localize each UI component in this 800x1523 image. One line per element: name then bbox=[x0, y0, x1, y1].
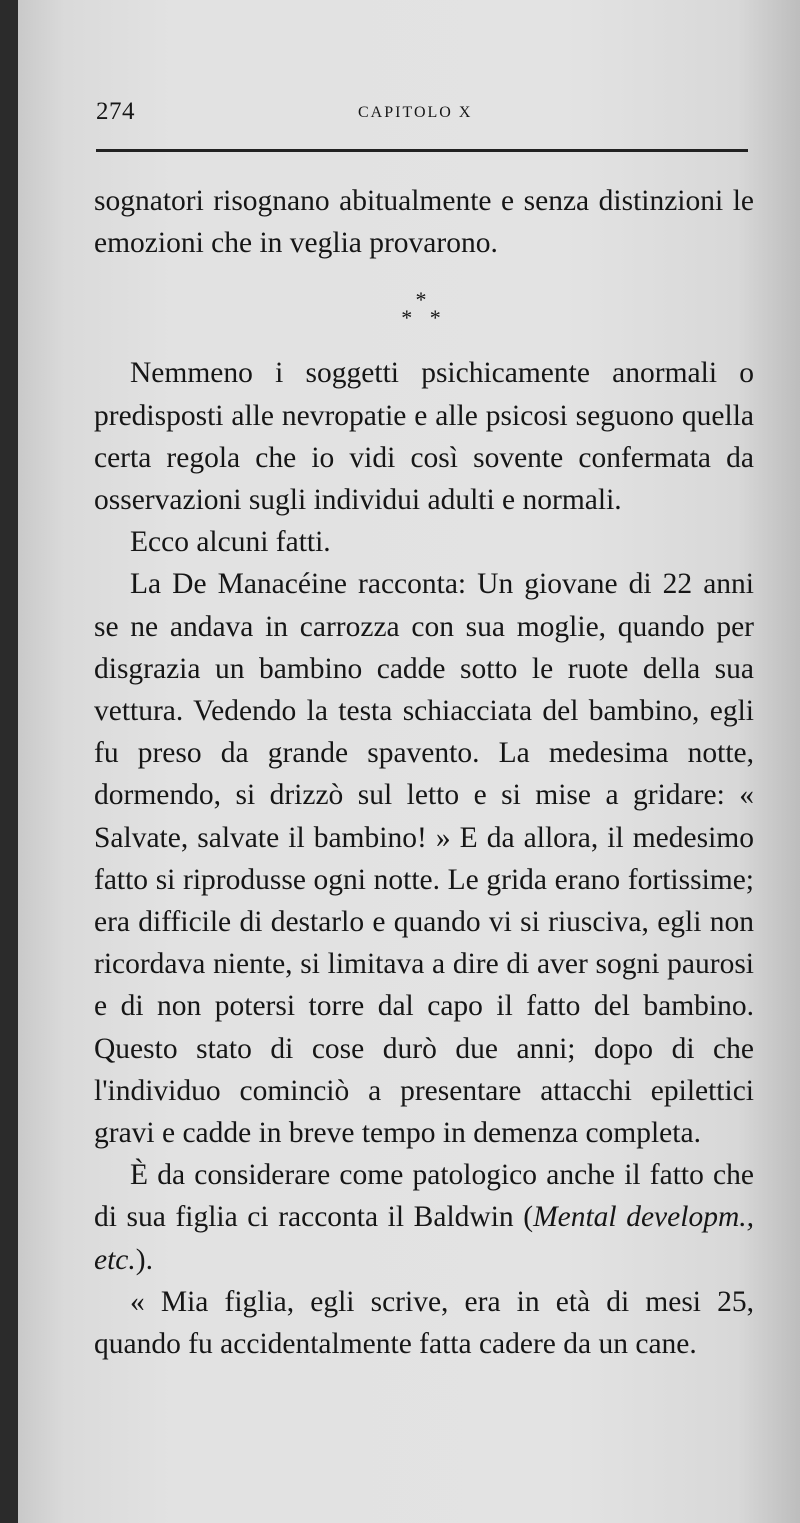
paragraph: Ecco alcuni fatti. bbox=[130, 526, 331, 559]
paragraph: La De Manacéine racconta: Un giovane di 22 anni se ne andava in carrozza con sua moglie, quando per disgrazia un bambino cadde sotto le ruote della sua vettura. Vedendo la testa schiacciata del bambino, egli fu preso da grande spavento. La medesima notte, dormendo, si drizzò sul letto e si mise a gridare: « Salvate, salvate il bambino! » E da allora, il medesimo fatto si riprodusse ogni notte. Le grida erano fortissime; era difficile di destarlo e quando vi si riusciva, egli non ricordava niente, si limitava a dire di aver sogni paurosi e di non potersi torre dal capo il fatto del bambino. Questo stato di cose durò due anni; dopo di che l'individuo cominciò a presentare attacchi epilettici gravi e cadde in breve tempo in demenza completa. bbox=[94, 568, 754, 1150]
book-page bbox=[18, 0, 800, 1523]
page-header bbox=[96, 98, 748, 138]
running-head: CAPITOLO X bbox=[358, 104, 473, 121]
paragraph-text: È da considerare come patologico anche il fatto che di sua figlia ci racconta il Baldwin ( bbox=[94, 1159, 754, 1234]
paragraph: Nemmeno i soggetti psichicamente anormali o predisposti alle nevropatie e alle psicosi seguono quella certa regola che io vidi così sovente confermata da osservazioni sugli individui adulti e normali. bbox=[94, 357, 754, 517]
body-text bbox=[94, 180, 754, 1365]
header-rule bbox=[96, 149, 748, 152]
paragraph-quote: « Mia figlia, egli scrive, era in età di mesi 25, quando fu accidentalmente fatta cadere da un cane. bbox=[94, 1285, 754, 1361]
citation-title: Mental developm., etc. bbox=[94, 1201, 754, 1276]
asterism-top: * bbox=[415, 287, 433, 313]
paragraph-text-end: ). bbox=[135, 1243, 153, 1276]
paragraph-with-citation bbox=[94, 1154, 754, 1281]
paragraph-continuation: sognatori risognano abitualmente e senza distinzioni le emozioni che in veglia provarono. bbox=[94, 185, 754, 260]
page-number: 274 bbox=[96, 98, 135, 125]
asterism-bottom: * * bbox=[401, 305, 447, 331]
asterism-divider bbox=[94, 287, 754, 331]
